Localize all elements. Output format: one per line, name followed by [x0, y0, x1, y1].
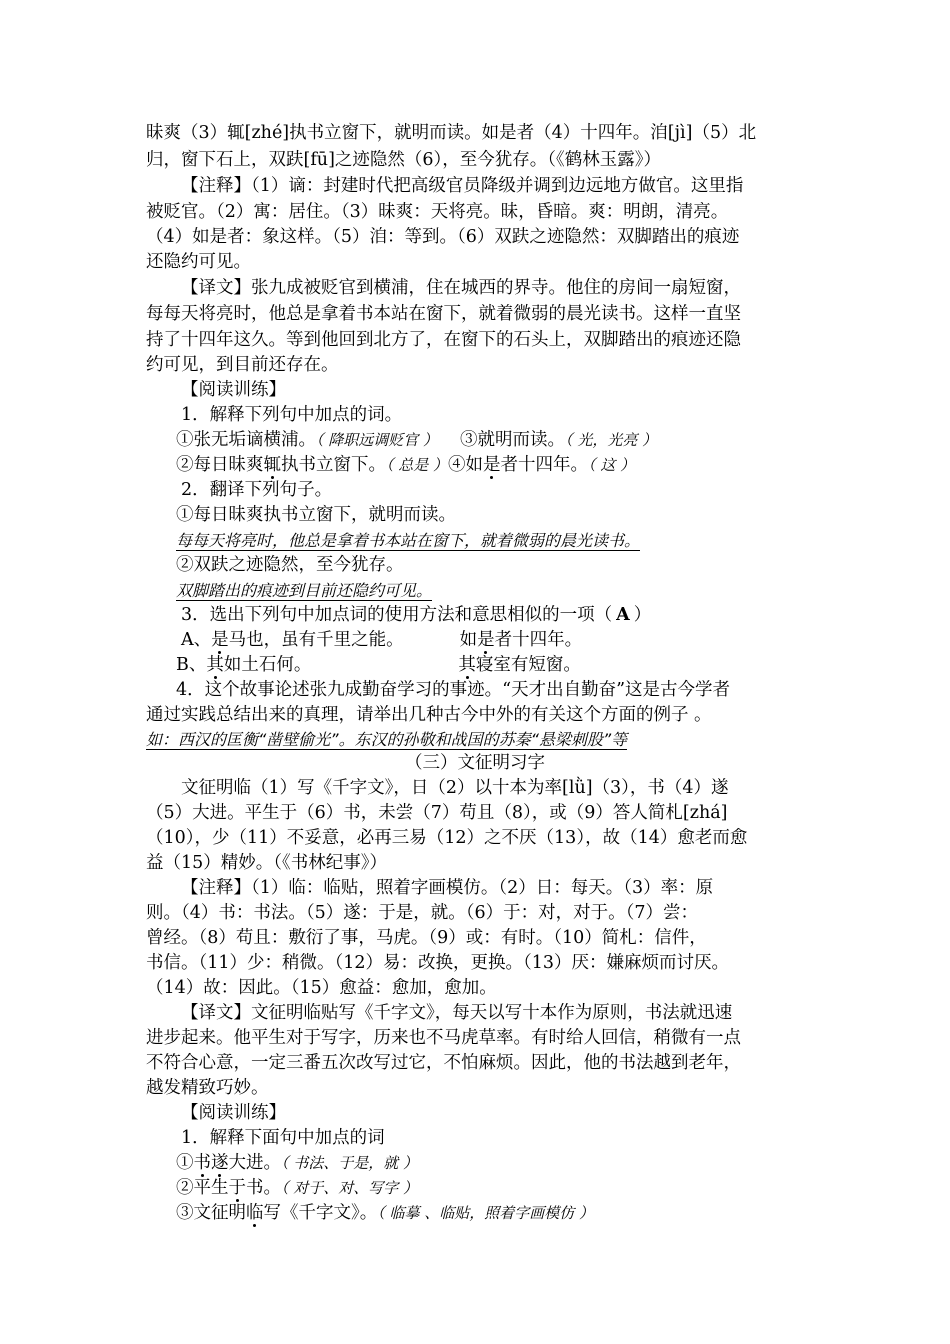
section-title: （三）文征明习字 [405, 753, 545, 773]
dotted-word: 是 [477, 630, 495, 650]
exercise-1-row-2 [176, 453, 635, 478]
translation-line: 不符合心意，一定三番五次改写过它，不怕麻烦。因此，他的书法越到老年， [146, 1053, 741, 1073]
reading-training-heading: 【阅读训练】 [181, 1103, 286, 1123]
translation-line: 【译文】张九成被贬官到横浦，住在城西的界寺。他住的房间一扇短窗， [181, 278, 741, 298]
notes-line: 曾经。（8）苟且：敷衍了事，马虎。（9）或：有时。（10）简札：信件， [146, 928, 707, 948]
exercise-row: ③文征明临写《千字文》。（ 临摹 、临贴，照着字画模仿 ） [176, 1203, 595, 1223]
question-suffix: 执书立窗下。 [281, 455, 386, 475]
exercise-4-line: 通过实践总结出来的真理，请举出几种古今中外的有关这个方面的例子 。 [146, 705, 712, 725]
answer: （ 光，光亮 ） [565, 431, 658, 449]
exercise-1-heading: 1．解释下列句中加点的词。 [181, 405, 403, 425]
text-line: 文征明临（1）写《千字文》，日（2）以十本为率[lǜ]（3），书（4）遂 [181, 778, 729, 798]
answer: （ 对于、对、写字 ） [281, 1179, 419, 1197]
handwritten-answer: 每每天将亮时，他总是拿着书本站在窗下，就着微弱的晨光读书。 [176, 531, 641, 550]
exercise-row: ②平生于书。（ 对于、对、写字 ） [176, 1178, 419, 1198]
answer: （ 降职远调贬官 ） [316, 431, 439, 449]
question-prefix: ④如 [448, 455, 484, 475]
dotted-word: 是 [483, 455, 501, 475]
notes-line: （14）故：因此。（15）愈益：愈加，愈加。 [146, 978, 497, 998]
translation-line: 进步起来。他平生对于写字，历来也不马虎草率。有时给人回信，稍微有一点 [146, 1028, 741, 1048]
question-suffix: 者十四年。 [500, 455, 589, 475]
answer: （ 总是 ） [386, 456, 449, 474]
dotted-word: 其 [206, 655, 224, 675]
answer: （ 这 ） [588, 456, 636, 474]
notes-line: 【注释】（1）谪：封建时代把高级官员降级并调到边远地方做官。这里指 [181, 176, 744, 196]
question: ③就明而读。 [460, 430, 566, 450]
notes-line: 还隐约可见。 [146, 252, 251, 272]
answer: （ 书法、于是，就 ） [281, 1154, 419, 1172]
translation-line: 每每天将亮时，他总是拿着书本站在窗下，就着微弱的晨光读书。这样一直坚 [146, 304, 741, 324]
answer: A [616, 605, 630, 625]
sentence: ①每日昧爽执书立窗下，就明而读。 [176, 505, 456, 525]
exercise-3-heading: 3．选出下列句中加点词的使用方法和意思相似的一项（ A ） [181, 605, 652, 625]
notes-line: 被贬官。（2）寓：居住。（3）昧爽：天将亮。昧，昏暗。爽：明朗，清亮。 [146, 202, 729, 222]
option-a: A、是马也，虽有千里之能。 如是者十四年。 [181, 630, 583, 650]
exercise-1-row-1 [176, 428, 657, 453]
text-line: 归，窗下石上，双趺[fū]之迹隐然（6），至今犹存。（《鹤林玉露》） [146, 150, 662, 170]
translation-line: 持了十四年这久。等到他回到北方了，在窗下的石头上，双脚踏出的痕迹还隐 [146, 330, 741, 350]
exercise-row: ①书遂大进。（ 书法、于是，就 ） [176, 1153, 419, 1173]
translation-line: 【译文】文征明临贴写《千字文》，每天以写十本作为原则，书法就迅速 [181, 1003, 733, 1023]
option-b: B、其如土石何。 其寝室有短窗。 [176, 655, 581, 675]
notes-line: （4）如是者：象这样。（5）洎：等到。（6）双趺之迹隐然：双脚踏出的痕迹 [146, 227, 740, 247]
dotted-word: 临 [246, 1203, 264, 1223]
text-line: 昧爽（3）辄[zhé]执书立窗下，就明而读。如是者（4）十四年。洎[jì]（5）北 [146, 123, 757, 143]
dotted-word: 是 [211, 630, 229, 650]
answer: （ 临摹 、临贴，照着字画模仿 ） [377, 1204, 595, 1222]
notes-line: 【注释】（1）临：临贴，照着字画模仿。（2）日：每天。（3）率：原 [181, 878, 714, 898]
question: ①张无垢谪横浦。 [176, 430, 316, 450]
exercise-1-heading: 1．解释下面句中加点的词 [181, 1128, 385, 1148]
handwritten-answer: 如：西汉的匡衡“凿壁偷光”。东汉的孙敬和战国的苏秦“悬梁刺股”等 [146, 730, 628, 749]
notes-line: 书信。（11）少：稍微。（12）易：改换，更换。（13）厌：嫌麻烦而讨厌。 [146, 953, 730, 973]
translation-line: 约可见，到目前还存在。 [146, 355, 339, 375]
question-prefix: ②每日昧爽 [176, 455, 264, 475]
text-line: （10），少（11）不妥意，必再三易（12）之不厌（13），故（14）愈老而愈 [146, 828, 748, 848]
exercise-2-heading: 2．翻译下列句子。 [181, 480, 333, 500]
sentence: ②双趺之迹隐然，至今犹存。 [176, 555, 404, 575]
dotted-word: 辄 [263, 455, 281, 475]
dotted-word: 遂 [211, 1153, 229, 1173]
dotted-word: 其 [458, 655, 476, 675]
exercise-4-line: 4．这个故事论述张九成勤奋学习的事迹。“天才出自勤奋”这是古今学者 [176, 680, 731, 700]
dotted-word: 于 [228, 1178, 246, 1198]
text-line: 益（15）精妙。（《书林纪事》） [146, 853, 388, 873]
handwritten-answer: 双脚踏出的痕迹到目前还隐约可见。 [176, 581, 433, 600]
dotted-word: 书 [193, 1153, 211, 1173]
reading-training-heading: 【阅读训练】 [181, 380, 286, 400]
translation-line: 越发精致巧妙。 [146, 1078, 269, 1098]
text-line: （5）大进。平生于（6）书，未尝（7）苟且（8），或（9）答人简札[zhá] [146, 803, 728, 823]
notes-line: 则。（4）书：书法。（5）遂：于是，就。（6）于：对，对于。（7）尝： [146, 903, 699, 923]
